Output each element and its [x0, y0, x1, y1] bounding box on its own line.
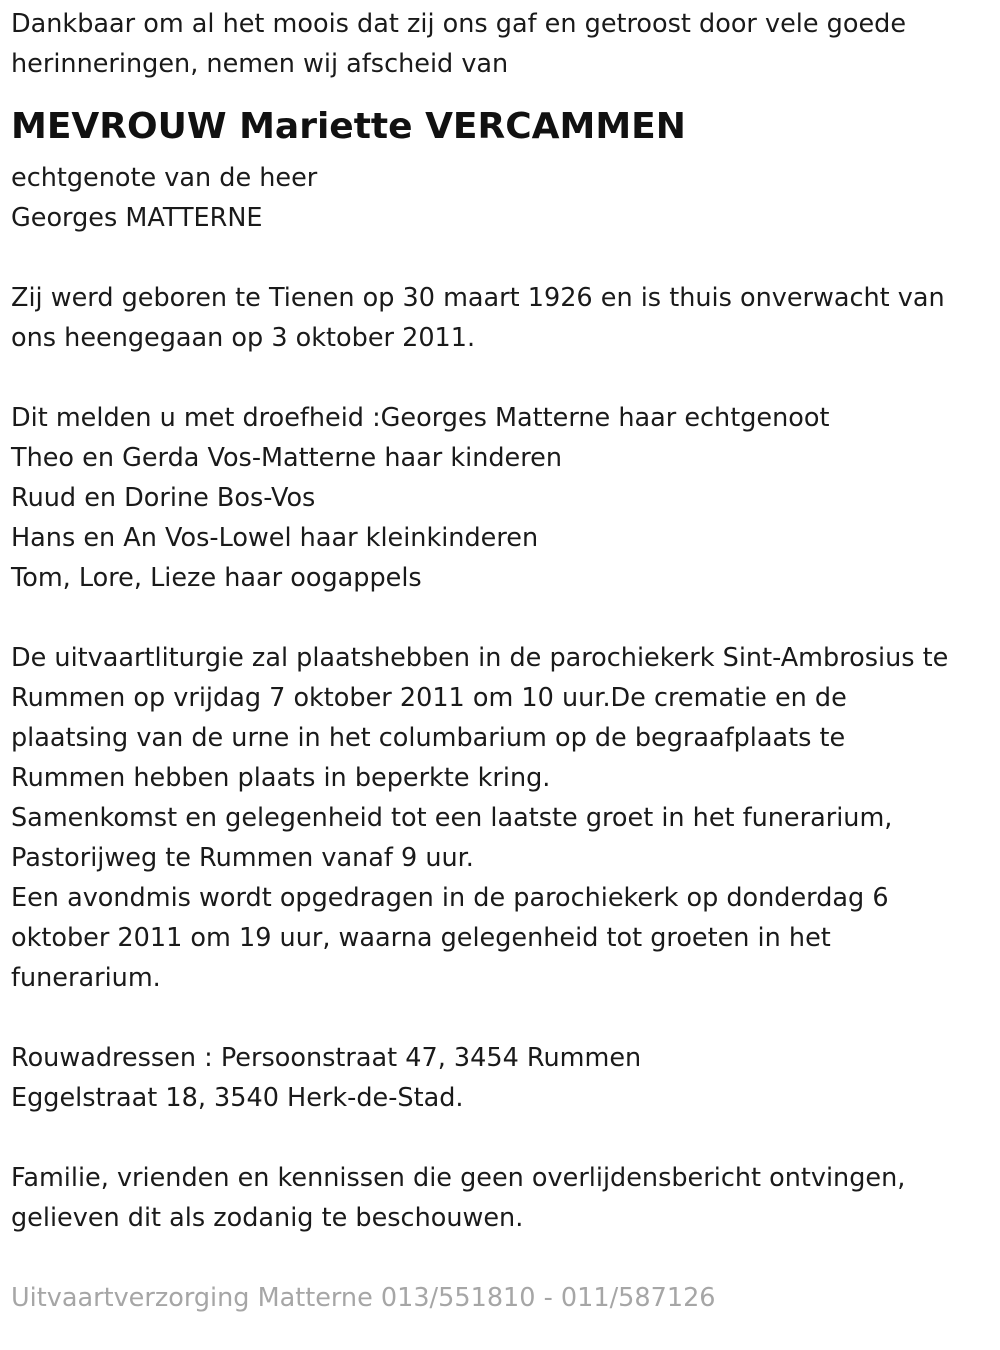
ceremony-line: funerarium.: [11, 963, 161, 993]
spacer: [11, 358, 996, 398]
closing-line: Familie, vrienden en kennissen die geen overlijdensbericht ontvingen,: [11, 1163, 906, 1193]
ceremony-line: Een avondmis wordt opgedragen in de parochiekerk op donderdag 6: [11, 883, 889, 913]
ceremony-line: Rummen op vrijdag 7 oktober 2011 om 10 uur.De crematie en de: [11, 683, 847, 713]
spacer: [11, 1238, 996, 1278]
ceremony-line: Pastorijweg te Rummen vanaf 9 uur.: [11, 843, 474, 873]
birth-death-line: ons heengegaan op 3 oktober 2011.: [11, 323, 476, 353]
address-line: Rouwadressen : Persoonstraat 47, 3454 Rummen: [11, 1043, 642, 1073]
spacer: [11, 1118, 996, 1158]
deceased-name: MEVROUW Mariette VERCAMMEN: [11, 106, 686, 147]
closing-line: gelieven dit als zodanig te beschouwen.: [11, 1203, 524, 1233]
family-line: Dit melden u met droefheid :Georges Matterne haar echtgenoot: [11, 403, 830, 433]
spouse-line: echtgenote van de heer: [11, 163, 318, 193]
family-line: Ruud en Dorine Bos-Vos: [11, 483, 316, 513]
birth-death-line: Zij werd geboren te Tienen op 30 maart 1926 en is thuis onverwacht van: [11, 283, 945, 313]
death-notice: [11, 4, 996, 1318]
funeral-director-footer: Uitvaartverzorging Matterne 013/551810 - 011/587126: [11, 1283, 716, 1313]
ceremony-line: Samenkomst en gelegenheid tot een laatste groet in het funerarium,: [11, 803, 893, 833]
spacer: [11, 238, 996, 278]
spacer: [11, 998, 996, 1038]
ceremony-line: oktober 2011 om 19 uur, waarna gelegenheid tot groeten in het: [11, 923, 831, 953]
ceremony-line: plaatsing van de urne in het columbarium op de begraafplaats te: [11, 723, 846, 753]
family-line: Theo en Gerda Vos-Matterne haar kinderen: [11, 443, 563, 473]
ceremony-line: De uitvaartliturgie zal plaatshebben in de parochiekerk Sint-Ambrosius te: [11, 643, 949, 673]
ceremony-line: Rummen hebben plaats in beperkte kring.: [11, 763, 551, 793]
family-line: Tom, Lore, Lieze haar oogappels: [11, 563, 422, 593]
intro-line: Dankbaar om al het moois dat zij ons gaf en getroost door vele goede: [11, 9, 907, 39]
address-line: Eggelstraat 18, 3540 Herk-de-Stad.: [11, 1083, 464, 1113]
family-line: Hans en An Vos-Lowel haar kleinkinderen: [11, 523, 539, 553]
intro-line: herinneringen, nemen wij afscheid van: [11, 49, 509, 79]
spouse-line: Georges MATTERNE: [11, 203, 263, 233]
spacer: [11, 598, 996, 638]
